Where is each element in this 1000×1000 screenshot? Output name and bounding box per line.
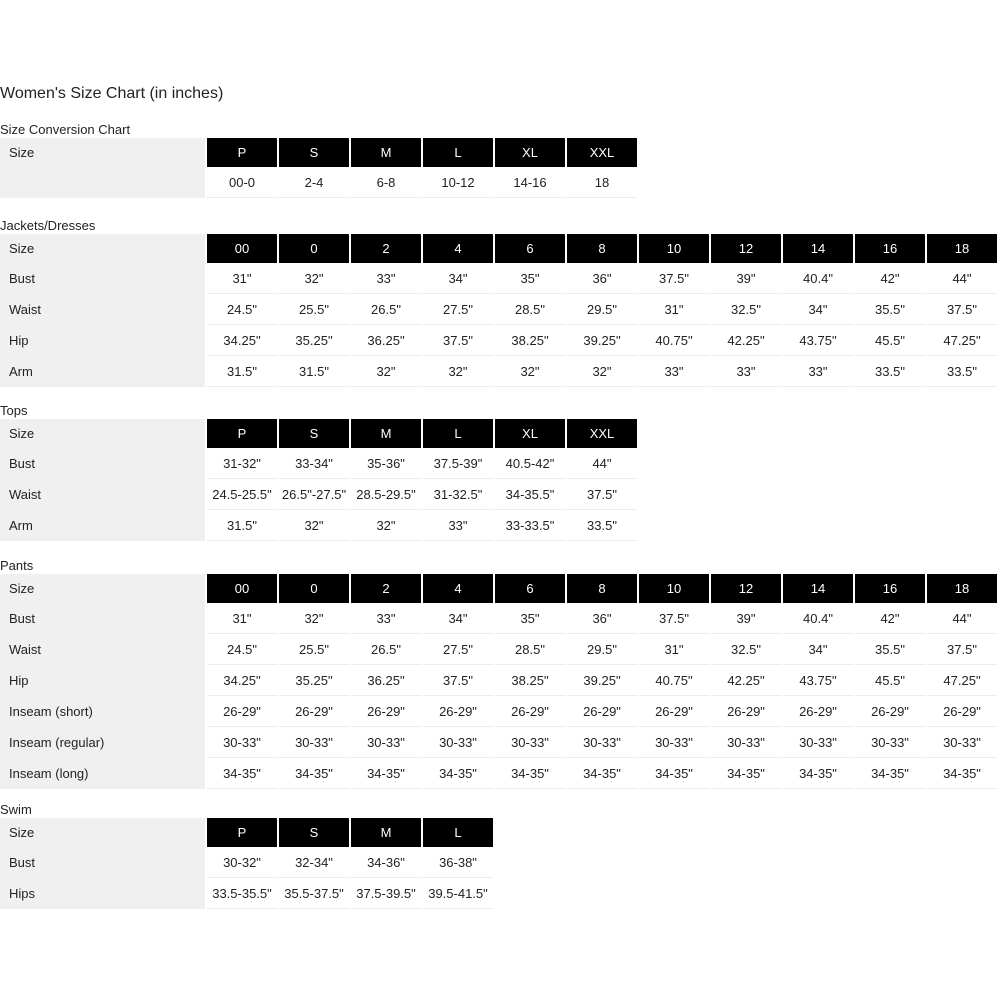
size-header-cell: 8 xyxy=(567,234,637,263)
table-header-row xyxy=(0,574,997,603)
measurement-cell: 31.5" xyxy=(207,356,277,387)
measurement-cell: 34" xyxy=(423,603,493,634)
measurement-cell: 44" xyxy=(927,603,997,634)
section-title: Pants xyxy=(0,558,34,573)
size-header-cell: 6 xyxy=(495,234,565,263)
measurement-cell: 32.5" xyxy=(711,634,781,665)
measurement-cell: 40.75" xyxy=(639,325,709,356)
table-row xyxy=(0,634,997,665)
table-row xyxy=(0,263,997,294)
size-header-cell: L xyxy=(423,419,493,448)
measurement-cell: 26-29" xyxy=(495,696,565,727)
row-label: Inseam (short) xyxy=(0,696,205,727)
measurement-cell: 35.25" xyxy=(279,665,349,696)
measurement-cell: 34-36" xyxy=(351,847,421,878)
measurement-cell: 10-12 xyxy=(423,167,493,198)
measurement-cell: 2-4 xyxy=(279,167,349,198)
measurement-cell: 40.75" xyxy=(639,665,709,696)
row-label: Arm xyxy=(0,356,205,387)
measurement-cell: 30-33" xyxy=(783,727,853,758)
size-header-cell: 0 xyxy=(279,574,349,603)
measurement-cell: 39" xyxy=(711,263,781,294)
measurement-cell: 34-35" xyxy=(279,758,349,789)
measurement-cell: 28.5" xyxy=(495,294,565,325)
measurement-cell: 35.5" xyxy=(855,634,925,665)
measurement-cell: 26-29" xyxy=(639,696,709,727)
size-table xyxy=(0,574,999,789)
measurement-cell: 32.5" xyxy=(711,294,781,325)
measurement-cell: 39.25" xyxy=(567,665,637,696)
measurement-cell: 31.5" xyxy=(279,356,349,387)
size-header-cell: 00 xyxy=(207,234,277,263)
section-size-conversion xyxy=(0,122,639,198)
size-header-cell: S xyxy=(279,419,349,448)
measurement-cell: 28.5" xyxy=(495,634,565,665)
measurement-cell: 37.5" xyxy=(639,603,709,634)
size-header-cell: 10 xyxy=(639,574,709,603)
row-label: Size xyxy=(0,234,205,263)
size-header-cell: 14 xyxy=(783,234,853,263)
measurement-cell: 28.5-29.5" xyxy=(351,479,421,510)
row-label: Size xyxy=(0,574,205,603)
table-header-row xyxy=(0,234,997,263)
measurement-cell: 24.5-25.5" xyxy=(207,479,277,510)
measurement-cell: 31" xyxy=(639,634,709,665)
measurement-cell: 26-29" xyxy=(567,696,637,727)
measurement-cell: 42.25" xyxy=(711,665,781,696)
row-label: Bust xyxy=(0,603,205,634)
measurement-cell: 34-35" xyxy=(495,758,565,789)
measurement-cell: 39.5-41.5" xyxy=(423,878,493,909)
row-label: Bust xyxy=(0,448,205,479)
measurement-cell: 26.5" xyxy=(351,294,421,325)
size-header-cell: P xyxy=(207,138,277,167)
measurement-cell: 43.75" xyxy=(783,325,853,356)
measurement-cell: 47.25" xyxy=(927,325,997,356)
measurement-cell: 33" xyxy=(639,356,709,387)
table-header-row xyxy=(0,419,637,448)
page-title: Women's Size Chart (in inches) xyxy=(0,85,224,102)
measurement-cell: 34-35" xyxy=(855,758,925,789)
size-header-cell: P xyxy=(207,818,277,847)
row-label: Size xyxy=(0,818,205,847)
measurement-cell: 32-34" xyxy=(279,847,349,878)
size-header-cell: 16 xyxy=(855,234,925,263)
row-label: Waist xyxy=(0,634,205,665)
measurement-cell: 27.5" xyxy=(423,294,493,325)
measurement-cell: 30-33" xyxy=(423,727,493,758)
section-tops xyxy=(0,403,639,541)
size-header-cell: 0 xyxy=(279,234,349,263)
table-row xyxy=(0,847,493,878)
measurement-cell: 35-36" xyxy=(351,448,421,479)
size-header-cell: P xyxy=(207,419,277,448)
size-header-cell: M xyxy=(351,138,421,167)
measurement-cell: 43.75" xyxy=(783,665,853,696)
size-header-cell: 18 xyxy=(927,234,997,263)
measurement-cell: 30-33" xyxy=(207,727,277,758)
measurement-cell: 40.4" xyxy=(783,263,853,294)
section-title: Tops xyxy=(0,403,28,418)
measurement-cell: 6-8 xyxy=(351,167,421,198)
measurement-cell: 35" xyxy=(495,263,565,294)
table-row xyxy=(0,665,997,696)
measurement-cell: 24.5" xyxy=(207,294,277,325)
row-label: Waist xyxy=(0,479,205,510)
measurement-cell: 31" xyxy=(639,294,709,325)
measurement-cell: 38.25" xyxy=(495,325,565,356)
measurement-cell: 37.5" xyxy=(927,634,997,665)
measurement-cell: 35.5" xyxy=(855,294,925,325)
size-header-cell: 10 xyxy=(639,234,709,263)
size-header-cell: 2 xyxy=(351,234,421,263)
measurement-cell: 25.5" xyxy=(279,634,349,665)
table-row xyxy=(0,758,997,789)
size-header-cell: 14 xyxy=(783,574,853,603)
table-row xyxy=(0,448,637,479)
measurement-cell: 34-35" xyxy=(927,758,997,789)
section-swim xyxy=(0,802,495,909)
measurement-cell: 30-32" xyxy=(207,847,277,878)
measurement-cell: 33.5" xyxy=(567,510,637,541)
table-row xyxy=(0,727,997,758)
measurement-cell: 26-29" xyxy=(855,696,925,727)
row-label: Size xyxy=(0,419,205,448)
size-header-cell: 12 xyxy=(711,234,781,263)
measurement-cell: 34-35" xyxy=(567,758,637,789)
measurement-cell: 26-29" xyxy=(207,696,277,727)
measurement-cell: 30-33" xyxy=(567,727,637,758)
measurement-cell: 25.5" xyxy=(279,294,349,325)
size-header-cell: M xyxy=(351,818,421,847)
section-title: Swim xyxy=(0,802,32,817)
measurement-cell: 33" xyxy=(351,603,421,634)
section-title: Size Conversion Chart xyxy=(0,122,131,137)
measurement-cell: 34" xyxy=(783,634,853,665)
size-header-cell: XL xyxy=(495,138,565,167)
measurement-cell: 26-29" xyxy=(927,696,997,727)
measurement-cell: 34" xyxy=(783,294,853,325)
measurement-cell: 30-33" xyxy=(711,727,781,758)
measurement-cell: 26-29" xyxy=(711,696,781,727)
measurement-cell: 31-32.5" xyxy=(423,479,493,510)
measurement-cell: 26-29" xyxy=(423,696,493,727)
measurement-cell: 27.5" xyxy=(423,634,493,665)
size-header-cell: 18 xyxy=(927,574,997,603)
measurement-cell: 32" xyxy=(423,356,493,387)
row-label: Hips xyxy=(0,878,205,909)
row-label: Arm xyxy=(0,510,205,541)
measurement-cell: 30-33" xyxy=(495,727,565,758)
measurement-cell: 31.5" xyxy=(207,510,277,541)
measurement-cell: 39" xyxy=(711,603,781,634)
measurement-cell: 26-29" xyxy=(351,696,421,727)
measurement-cell: 33.5-35.5" xyxy=(207,878,277,909)
measurement-cell: 32" xyxy=(279,603,349,634)
measurement-cell: 40.5-42" xyxy=(495,448,565,479)
measurement-cell: 35.5-37.5" xyxy=(279,878,349,909)
measurement-cell: 32" xyxy=(351,356,421,387)
measurement-cell: 30-33" xyxy=(279,727,349,758)
measurement-cell: 47.25" xyxy=(927,665,997,696)
measurement-cell: 26.5" xyxy=(351,634,421,665)
table-row xyxy=(0,603,997,634)
size-table xyxy=(0,419,639,541)
table-row xyxy=(0,479,637,510)
measurement-cell: 37.5" xyxy=(639,263,709,294)
measurement-cell: 36" xyxy=(567,603,637,634)
measurement-cell: 14-16 xyxy=(495,167,565,198)
measurement-cell: 32" xyxy=(279,263,349,294)
size-header-cell: 4 xyxy=(423,574,493,603)
measurement-cell: 44" xyxy=(927,263,997,294)
size-header-cell: XXL xyxy=(567,419,637,448)
measurement-cell: 35.25" xyxy=(279,325,349,356)
measurement-cell: 34" xyxy=(423,263,493,294)
table-row xyxy=(0,294,997,325)
measurement-cell: 32" xyxy=(495,356,565,387)
row-label: Size xyxy=(0,138,205,167)
measurement-cell: 42" xyxy=(855,603,925,634)
measurement-cell: 33-33.5" xyxy=(495,510,565,541)
size-header-cell: S xyxy=(279,138,349,167)
table-header-row xyxy=(0,138,637,167)
measurement-cell: 32" xyxy=(351,510,421,541)
row-label: Hip xyxy=(0,325,205,356)
row-label xyxy=(0,167,205,198)
size-header-cell: L xyxy=(423,818,493,847)
measurement-cell: 33" xyxy=(711,356,781,387)
table-row xyxy=(0,167,637,198)
measurement-cell: 31-32" xyxy=(207,448,277,479)
measurement-cell: 37.5" xyxy=(423,665,493,696)
measurement-cell: 40.4" xyxy=(783,603,853,634)
measurement-cell: 34.25" xyxy=(207,665,277,696)
measurement-cell: 30-33" xyxy=(351,727,421,758)
measurement-cell: 33.5" xyxy=(855,356,925,387)
measurement-cell: 26-29" xyxy=(279,696,349,727)
measurement-cell: 45.5" xyxy=(855,665,925,696)
measurement-cell: 29.5" xyxy=(567,294,637,325)
row-label: Bust xyxy=(0,847,205,878)
measurement-cell: 33.5" xyxy=(927,356,997,387)
measurement-cell: 34-35" xyxy=(423,758,493,789)
section-title: Jackets/Dresses xyxy=(0,218,96,233)
size-table xyxy=(0,138,639,198)
measurement-cell: 38.25" xyxy=(495,665,565,696)
measurement-cell: 45.5" xyxy=(855,325,925,356)
measurement-cell: 34-35" xyxy=(351,758,421,789)
measurement-cell: 34-35" xyxy=(207,758,277,789)
measurement-cell: 31" xyxy=(207,603,277,634)
table-row xyxy=(0,510,637,541)
table-row xyxy=(0,878,493,909)
measurement-cell: 36" xyxy=(567,263,637,294)
measurement-cell: 34-35.5" xyxy=(495,479,565,510)
measurement-cell: 37.5-39.5" xyxy=(351,878,421,909)
section-pants xyxy=(0,558,999,789)
measurement-cell: 30-33" xyxy=(639,727,709,758)
measurement-cell: 18 xyxy=(567,167,637,198)
measurement-cell: 36-38" xyxy=(423,847,493,878)
measurement-cell: 39.25" xyxy=(567,325,637,356)
measurement-cell: 37.5" xyxy=(567,479,637,510)
size-header-cell: XXL xyxy=(567,138,637,167)
measurement-cell: 30-33" xyxy=(927,727,997,758)
table-row xyxy=(0,696,997,727)
size-table xyxy=(0,234,999,387)
measurement-cell: 26-29" xyxy=(783,696,853,727)
row-label: Inseam (long) xyxy=(0,758,205,789)
table-row xyxy=(0,325,997,356)
table-row xyxy=(0,356,997,387)
measurement-cell: 32" xyxy=(279,510,349,541)
table-header-row xyxy=(0,818,493,847)
measurement-cell: 33" xyxy=(351,263,421,294)
row-label: Hip xyxy=(0,665,205,696)
row-label: Bust xyxy=(0,263,205,294)
measurement-cell: 24.5" xyxy=(207,634,277,665)
size-header-cell: 16 xyxy=(855,574,925,603)
size-header-cell: M xyxy=(351,419,421,448)
measurement-cell: 42.25" xyxy=(711,325,781,356)
measurement-cell: 30-33" xyxy=(855,727,925,758)
row-label: Inseam (regular) xyxy=(0,727,205,758)
size-header-cell: 12 xyxy=(711,574,781,603)
measurement-cell: 33" xyxy=(423,510,493,541)
measurement-cell: 29.5" xyxy=(567,634,637,665)
measurement-cell: 37.5" xyxy=(423,325,493,356)
size-header-cell: L xyxy=(423,138,493,167)
size-header-cell: 8 xyxy=(567,574,637,603)
measurement-cell: 32" xyxy=(567,356,637,387)
section-jackets-dresses xyxy=(0,218,999,387)
measurement-cell: 42" xyxy=(855,263,925,294)
size-table xyxy=(0,818,495,909)
measurement-cell: 31" xyxy=(207,263,277,294)
measurement-cell: 35" xyxy=(495,603,565,634)
row-label: Waist xyxy=(0,294,205,325)
size-header-cell: 2 xyxy=(351,574,421,603)
measurement-cell: 34-35" xyxy=(639,758,709,789)
measurement-cell: 26.5"-27.5" xyxy=(279,479,349,510)
measurement-cell: 36.25" xyxy=(351,325,421,356)
size-header-cell: 00 xyxy=(207,574,277,603)
measurement-cell: 33-34" xyxy=(279,448,349,479)
measurement-cell: 34.25" xyxy=(207,325,277,356)
size-header-cell: XL xyxy=(495,419,565,448)
measurement-cell: 44" xyxy=(567,448,637,479)
measurement-cell: 34-35" xyxy=(783,758,853,789)
measurement-cell: 00-0 xyxy=(207,167,277,198)
size-header-cell: 4 xyxy=(423,234,493,263)
measurement-cell: 37.5-39" xyxy=(423,448,493,479)
measurement-cell: 34-35" xyxy=(711,758,781,789)
measurement-cell: 33" xyxy=(783,356,853,387)
measurement-cell: 36.25" xyxy=(351,665,421,696)
size-header-cell: S xyxy=(279,818,349,847)
size-header-cell: 6 xyxy=(495,574,565,603)
measurement-cell: 37.5" xyxy=(927,294,997,325)
